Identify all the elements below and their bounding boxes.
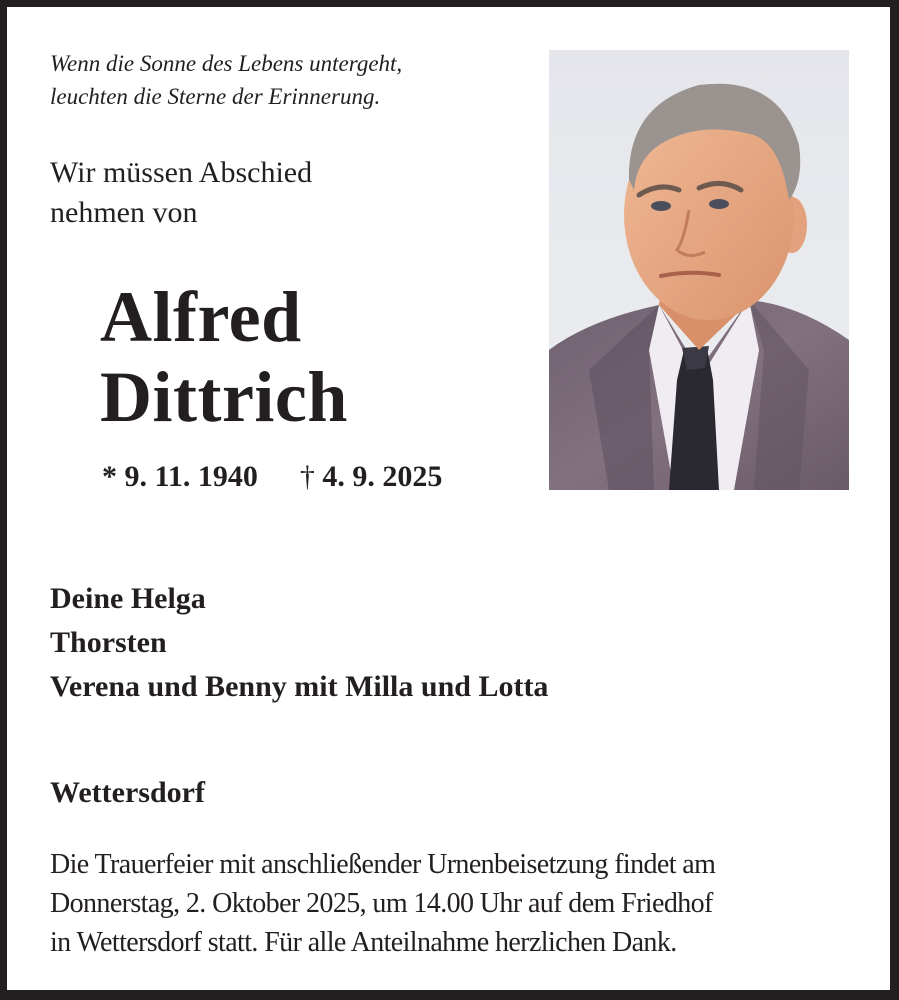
notice-line-2: Donnerstag, 2. Oktober 2025, um 14.00 Uhr auf dem Friedhof xyxy=(50,888,713,919)
birth-star-icon: * xyxy=(102,460,117,493)
portrait-photo xyxy=(549,50,849,490)
last-name: Dittrich xyxy=(100,357,348,437)
mourner-name: Deine Helga xyxy=(50,582,206,615)
portrait-illustration xyxy=(549,50,849,490)
death-date: 4. 9. 2025 xyxy=(322,460,443,493)
mourner-name: Thorsten xyxy=(50,626,167,659)
intro-line-1: Wir müssen Abschied xyxy=(50,156,313,189)
notice-line-3: in Wettersdorf statt. Für alle Anteilnahme herzlichen Dank. xyxy=(50,927,677,958)
first-name: Alfred xyxy=(100,277,302,357)
mourners-list xyxy=(50,577,548,709)
quote-line-1: Wenn die Sonne des Lebens untergeht, xyxy=(50,51,403,76)
mourner-name: Verena und Benny mit Milla und Lotta xyxy=(50,670,549,703)
farewell-intro xyxy=(50,153,312,233)
funeral-notice xyxy=(50,845,870,962)
birth-date: 9. 11. 1940 xyxy=(124,460,258,493)
deceased-name xyxy=(100,277,348,437)
quote-line-2: leuchten die Sterne der Erinnerung. xyxy=(50,84,381,109)
obituary-card xyxy=(7,7,890,990)
memorial-quote xyxy=(50,47,402,113)
intro-line-2: nehmen von xyxy=(50,196,198,229)
death-cross-icon: † xyxy=(299,460,315,493)
place-name: Wettersdorf xyxy=(50,776,205,809)
life-dates xyxy=(102,459,442,495)
notice-line-1: Die Trauerfeier mit anschließender Urnenbeisetzung findet am xyxy=(50,849,716,880)
